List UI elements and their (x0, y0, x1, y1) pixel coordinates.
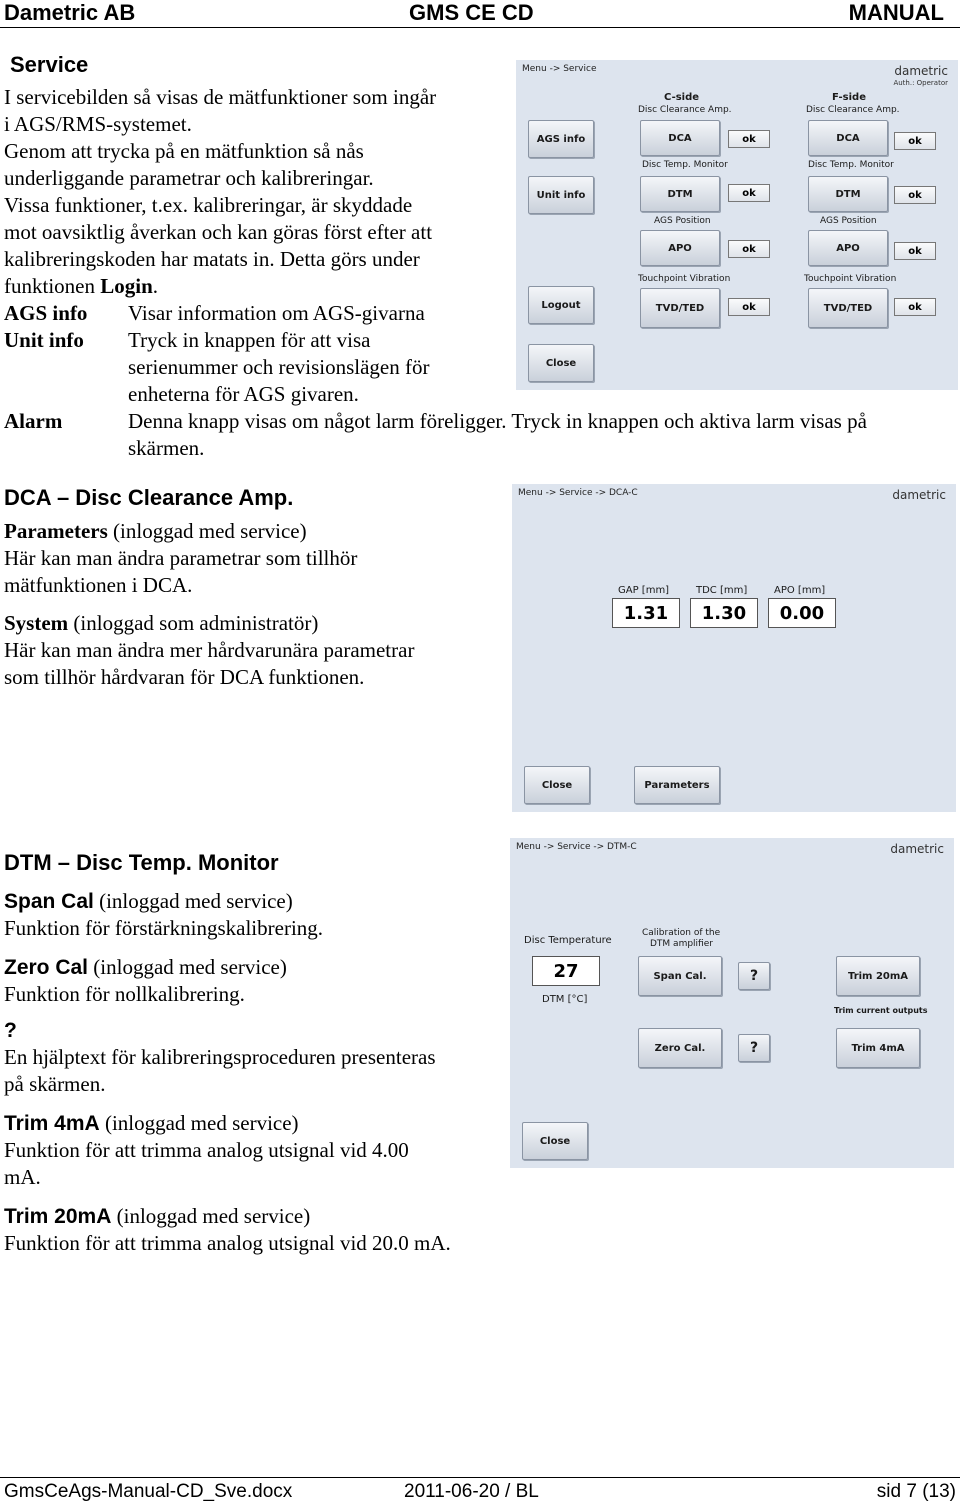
zero-cal-button[interactable]: Zero Cal. (638, 1028, 722, 1068)
help-term: ? (4, 1019, 17, 1042)
help-desc-1: En hjälptext för kalibreringsproceduren presenteras (4, 1045, 436, 1069)
calibration-label-1: Calibration of the (642, 928, 721, 938)
dca-params-line (4, 518, 307, 545)
span-cal-button[interactable]: Span Cal. (638, 956, 722, 996)
login-prefix: funktionen (4, 274, 101, 298)
dametric-logo: dametric (890, 842, 944, 856)
service-intro-line-7: kalibreringskoden har matats in. Detta görs under (4, 247, 420, 271)
f-dca-button[interactable]: DCA (808, 120, 888, 156)
trim20-desc: Funktion för att trimma analog utsignal vid 20.0 mA. (4, 1231, 451, 1255)
service-intro-line-1: I servicebilden så visas de mätfunktioner som ingår (4, 85, 437, 109)
span-help-button[interactable]: ? (738, 962, 770, 990)
disc-temperature-value: 27 (532, 956, 600, 986)
c-apo-button[interactable]: APO (640, 230, 720, 266)
service-intro-line-6: mot oavsiktlig åverkan och kan göras först efter att (4, 220, 433, 244)
close-button[interactable]: Close (528, 344, 594, 382)
auth-status: Auth.: Operator (893, 79, 948, 87)
f-tvd-ok: ok (894, 298, 936, 316)
service-screen (516, 60, 958, 390)
dca-system-desc-1: Här kan man ändra mer hårdvarunära parametrar (4, 638, 415, 662)
c-label-dtm: Disc Temp. Monitor (642, 160, 728, 170)
dtm-heading: DTM – Disc Temp. Monitor (4, 850, 279, 875)
term-alarm: Alarm (4, 409, 63, 433)
footer-rule (0, 1477, 960, 1478)
c-label-dca: Disc Clearance Amp. (638, 105, 732, 115)
dca-screen (512, 484, 956, 812)
disc-temperature-label: Disc Temperature (524, 935, 612, 946)
f-label-apo: AGS Position (820, 216, 877, 226)
unit-info-button[interactable]: Unit info (528, 176, 594, 214)
def-ags-info: Visar information om AGS-givarna (128, 301, 425, 325)
trim-20ma-button[interactable]: Trim 20mA (836, 956, 920, 996)
tdc-label: TDC [mm] (696, 585, 748, 596)
f-dtm-ok: ok (894, 186, 936, 204)
service-intro-line-2: i AGS/RMS-systemet. (4, 112, 192, 136)
login-word: Login (100, 274, 153, 298)
dametric-logo: dametric (894, 64, 948, 78)
c-label-apo: AGS Position (654, 216, 711, 226)
f-label-dca: Disc Clearance Amp. (806, 105, 900, 115)
zero-cal-term: Zero Cal (4, 956, 89, 979)
calibration-label-2: DTM amplifier (650, 939, 713, 949)
def-unit-info-line-3: enheterna för AGS givaren. (128, 382, 359, 406)
c-side-label: C-side (664, 92, 700, 103)
span-cal-term: Span Cal (4, 890, 94, 913)
span-cal-note: (inloggad med service) (93, 889, 293, 913)
def-alarm-line-1: Denna knapp visas om något larm föreligger. Tryck in knappen och aktiva larm visas på (128, 409, 867, 433)
footer-filename: GmsCeAgs-Manual-CD_Sve.docx (4, 1481, 293, 1502)
def-alarm-line-2: skärmen. (128, 436, 205, 460)
gap-value: 1.31 (612, 598, 680, 628)
dca-params-desc-1: Här kan man ändra parametrar som tillhör (4, 546, 358, 570)
span-cal-line (4, 888, 293, 915)
footer-page-number: sid 7 (13) (876, 1481, 956, 1502)
f-apo-ok: ok (894, 242, 936, 260)
ags-info-button[interactable]: AGS info (528, 120, 594, 158)
trim-current-label: Trim current outputs (834, 1006, 928, 1015)
trim20-note: (inloggad med service) (111, 1204, 311, 1228)
dca-close-button[interactable]: Close (524, 766, 590, 804)
dtm-screen (510, 838, 954, 1168)
f-dca-ok: ok (894, 132, 936, 150)
zero-cal-desc: Funktion för nollkalibrering. (4, 982, 245, 1006)
dca-system-note: (inloggad som administratör) (68, 611, 319, 635)
def-unit-info-line-2: serienummer och revisionslägen för (128, 355, 430, 379)
help-term-line (4, 1017, 17, 1044)
footer-date: 2011-06-20 / BL (404, 1481, 539, 1502)
dca-params-term: Parameters (4, 519, 108, 543)
parameters-button[interactable]: Parameters (634, 766, 720, 804)
f-side-label: F-side (832, 92, 866, 103)
trim4-note: (inloggad med service) (99, 1111, 299, 1135)
term-ags-info: AGS info (4, 301, 88, 325)
dca-screen-menu: Menu -> Service -> DCA-C (518, 488, 638, 498)
c-dca-button[interactable]: DCA (640, 120, 720, 156)
span-cal-desc: Funktion för förstärkningskalibrering. (4, 916, 324, 940)
service-login-line (4, 273, 158, 300)
f-label-tvd: Touchpoint Vibration (804, 274, 897, 284)
c-label-tvd: Touchpoint Vibration (638, 274, 731, 284)
trim-4ma-button[interactable]: Trim 4mA (836, 1028, 920, 1068)
dca-params-note: (inloggad med service) (107, 519, 307, 543)
apo-value: 0.00 (768, 598, 836, 628)
f-apo-button[interactable]: APO (808, 230, 888, 266)
page-header (0, 0, 960, 26)
zero-help-button[interactable]: ? (738, 1034, 770, 1062)
trim4-desc-2: mA. (4, 1165, 41, 1189)
dca-params-desc-2: mätfunktionen i DCA. (4, 573, 193, 597)
help-desc-2: på skärmen. (4, 1072, 106, 1096)
service-intro-line-5: Vissa funktioner, t.ex. kalibreringar, är skyddade (4, 193, 413, 217)
tdc-value: 1.30 (690, 598, 758, 628)
dca-system-line (4, 610, 318, 637)
f-dtm-button[interactable]: DTM (808, 176, 888, 212)
dca-system-term: System (4, 611, 69, 635)
c-apo-ok: ok (728, 240, 770, 258)
c-tvd-ok: ok (728, 298, 770, 316)
service-screen-menu: Menu -> Service (522, 64, 597, 74)
dca-heading: DCA – Disc Clearance Amp. (4, 485, 294, 510)
zero-cal-line (4, 954, 287, 981)
trim4-line (4, 1110, 299, 1137)
c-dtm-button[interactable]: DTM (640, 176, 720, 212)
c-dtm-ok: ok (728, 184, 770, 202)
dametric-logo: dametric (892, 488, 946, 502)
dtm-unit-label: DTM [°C] (542, 994, 588, 1005)
f-label-dtm: Disc Temp. Monitor (808, 160, 894, 170)
service-heading: Service (10, 52, 89, 77)
def-unit-info-line-1: Tryck in knappen för att visa (128, 328, 371, 352)
document-code: GMS CE CD (409, 0, 534, 25)
dtm-close-button[interactable]: Close (522, 1122, 588, 1160)
trim20-term: Trim 20mA (4, 1205, 112, 1228)
zero-cal-note: (inloggad med service) (88, 955, 287, 979)
document-type: MANUAL (848, 0, 944, 25)
dtm-screen-menu: Menu -> Service -> DTM-C (516, 842, 637, 852)
c-tvd-button[interactable]: TVD/TED (640, 288, 720, 328)
trim4-desc-1: Funktion för att trimma analog utsignal vid 4.00 (4, 1138, 409, 1162)
service-intro-line-4: underliggande parametrar och kalibreringar. (4, 166, 374, 190)
gap-label: GAP [mm] (618, 585, 670, 596)
header-rule (0, 27, 960, 28)
company-name: Dametric AB (4, 0, 136, 25)
c-dca-ok: ok (728, 130, 770, 148)
f-tvd-button[interactable]: TVD/TED (808, 288, 888, 328)
service-intro-line-3: Genom att trycka på en mätfunktion så nås (4, 139, 364, 163)
login-suffix: . (152, 274, 159, 298)
term-unit-info: Unit info (4, 328, 84, 352)
trim4-term: Trim 4mA (4, 1112, 100, 1135)
apo-label: APO [mm] (774, 585, 826, 596)
logout-button[interactable]: Logout (528, 286, 594, 324)
trim20-line (4, 1203, 310, 1230)
dca-system-desc-2: som tillhör hårdvaran för DCA funktionen. (4, 665, 365, 689)
